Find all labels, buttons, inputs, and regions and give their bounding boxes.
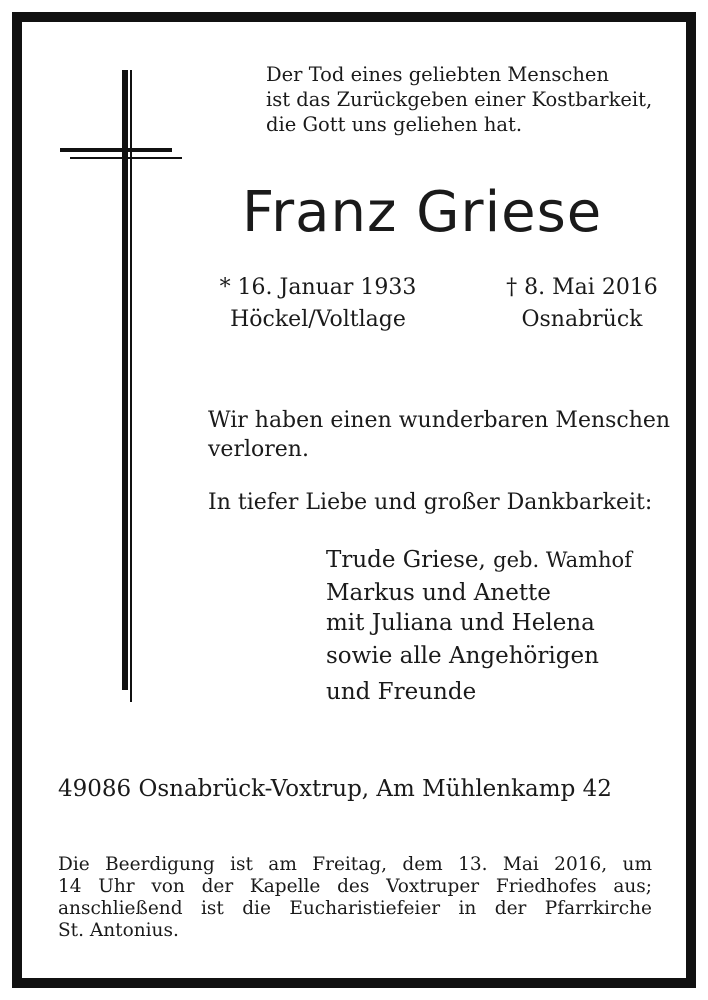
deceased-name: Franz Griese: [242, 180, 603, 245]
birth-date: * 16. Januar 1933: [219, 275, 417, 300]
funeral-line: St. Antonius.: [58, 920, 179, 941]
loss-statement: [208, 406, 670, 464]
cross-icon: [122, 70, 128, 690]
obituary-frame: [12, 12, 696, 988]
quote-line: Der Tod eines geliebten Menschen: [266, 63, 609, 86]
spouse-maiden-name: geb. Wamhof: [493, 548, 632, 572]
birth-info: [208, 272, 428, 336]
funeral-line: 14 Uhr von der Kapelle des Voxtruper Friedhofes aus;: [58, 876, 652, 897]
mourners-list: [326, 542, 632, 710]
quote-line: die Gott uns geliehen hat.: [266, 113, 523, 136]
quote-line: ist das Zurückgeben einer Kostbarkeit,: [266, 88, 653, 111]
loss-line: verloren.: [208, 437, 309, 462]
mourner-line: mit Juliana und Helena: [326, 610, 595, 636]
death-info: [492, 272, 672, 336]
mourner-line: Markus und Anette: [326, 580, 551, 606]
funeral-line: anschließend ist die Eucharistiefeier in der Pfarrkirche: [58, 898, 652, 919]
cross-shadow-horizontal: [70, 157, 182, 159]
gratitude-line: In tiefer Liebe und großer Dankbarkeit:: [208, 490, 653, 515]
loss-line: Wir haben einen wunderbaren Menschen: [208, 408, 671, 433]
funeral-notice: [58, 854, 652, 942]
death-date: † 8. Mai 2016: [506, 275, 658, 300]
memorial-quote: [266, 62, 652, 137]
mourner-spouse: [326, 542, 632, 578]
family-address: 49086 Osnabrück-Voxtrup, Am Mühlenkamp 42: [58, 776, 612, 802]
mourner-line: sowie alle Angehörigen: [326, 643, 599, 669]
spouse-name: Trude Griese,: [326, 547, 486, 573]
mourner-line: und Freunde: [326, 679, 477, 705]
cross-crossbar: [60, 148, 172, 152]
cross-shadow-vertical: [130, 70, 132, 702]
death-place: Osnabrück: [521, 307, 643, 332]
birth-place: Höckel/Voltlage: [230, 307, 406, 332]
funeral-line: Die Beerdigung ist am Freitag, dem 13. Mai 2016, um: [58, 854, 652, 875]
